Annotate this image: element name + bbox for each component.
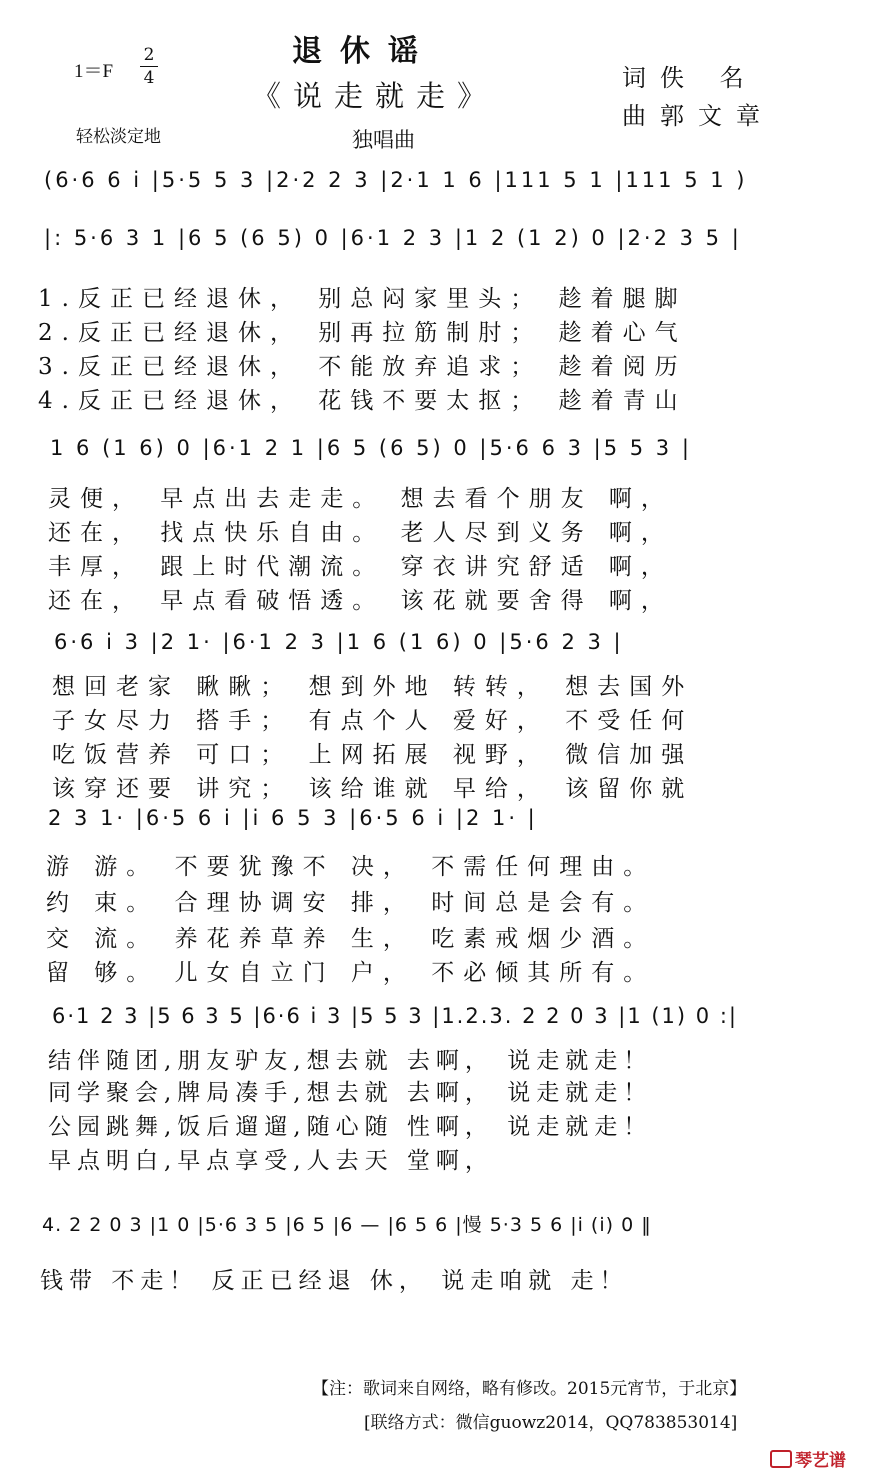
lyric-line: 早点明白,早点享受,人去天 堂啊， bbox=[48, 1148, 494, 1174]
lyric-line: 游 游。 不要犹豫不 决， 不需任何理由。 bbox=[46, 854, 656, 880]
lyric-line: 灵便， 早点出去走走。 想去看个朋友 啊， bbox=[48, 486, 673, 512]
key-signature: 1＝F bbox=[74, 61, 114, 82]
logo-text: 琴艺谱 bbox=[795, 1451, 846, 1471]
lyric-line: 2.反正已经退休， 别再拉筋制肘； 趁着心气 bbox=[38, 320, 687, 346]
time-signature-bottom: 4 bbox=[143, 68, 155, 88]
time-signature bbox=[140, 44, 158, 89]
score-genre: 独唱曲 bbox=[352, 128, 415, 152]
notation-line: (6·6 6 i̇ |5·5 5 3 |2·2 2 3 |2·1 1 6 |111 5 1 |111 5 1 ) bbox=[44, 168, 748, 192]
lyricist-credit: 词佚 名 bbox=[622, 64, 758, 92]
contact-info: [联络方式：微信guowz2014，QQ783853014] bbox=[364, 1413, 738, 1433]
composer-credit: 曲郭文章 bbox=[622, 102, 774, 130]
notation-line: 6·6 i̇ 3 |2 1· |6·1 2 3 |1 6 (1 6) 0 |5·6 2 3 | bbox=[54, 630, 624, 654]
lyric-line: 约 束。 合理协调安 排， 时间总是会有。 bbox=[46, 890, 656, 916]
logo-icon bbox=[770, 1450, 792, 1468]
lyric-line: 3.反正已经退休， 不能放弃追求； 趁着阅历 bbox=[38, 354, 687, 380]
notation-line: 6·1 2 3 |5 6 3 5 |6·6 i̇ 3 |5 5 3 |1.2.3. 2 2 0 3 |1 (1) 0 :| bbox=[52, 1004, 738, 1028]
tempo-marking: 轻松淡定地 bbox=[76, 127, 161, 147]
lyric-line: 丰厚， 跟上时代潮流。 穿衣讲究舒适 啊， bbox=[48, 554, 673, 580]
score-subtitle: 《说走就走》 bbox=[252, 79, 499, 113]
notation-line: 1 6 (1 6) 0 |6·1 2 1 |6 5 (6 5) 0 |5·6 6 3 |5 5 3 | bbox=[50, 436, 692, 460]
lyric-line: 想回老家 瞅瞅； 想到外地 转转， 想去国外 bbox=[52, 674, 694, 700]
editor-note: 【注：歌词来自网络，略有修改。2015元宵节，于北京】 bbox=[312, 1379, 747, 1399]
score-title: 退休谣 bbox=[292, 34, 436, 69]
time-signature-top: 2 bbox=[140, 44, 158, 67]
lyric-line: 公园跳舞,饭后遛遛,随心随 性啊， 说走就走！ bbox=[48, 1114, 653, 1140]
lyric-line: 该穿还要 讲究； 该给谁就 早给， 该留你就 bbox=[52, 776, 694, 802]
notation-line: 4. 2 2 0 3 |1 0 |5·6 3 5 |6 5 |6 — |6 5 6 |慢 5·3 5 6 |i̇ (i̇) 0 ‖ bbox=[42, 1214, 652, 1236]
lyric-line: 钱带 不走！ 反正已经退 休， 说走咱就 走！ bbox=[40, 1268, 629, 1294]
lyric-line: 交 流。 养花养草养 生， 吃素戒烟少酒。 bbox=[46, 926, 656, 952]
lyric-line: 1.反正已经退休， 别总闷家里头； 趁着腿脚 bbox=[38, 286, 687, 312]
lyric-line: 结伴随团,朋友驴友,想去就 去啊， 说走就走！ bbox=[48, 1048, 653, 1074]
notation-line: |: 5·6 3 1 |6 5 (6 5) 0 |6·1 2 3 |1 2 (1 2) 0 |2·2 3 5 | bbox=[44, 226, 742, 250]
lyric-line: 4.反正已经退休， 花钱不要太抠； 趁着青山 bbox=[38, 388, 687, 414]
lyric-line: 还在， 找点快乐自由。 老人尽到义务 啊， bbox=[48, 520, 673, 546]
lyric-line: 子女尽力 搭手； 有点个人 爱好， 不受任何 bbox=[52, 708, 694, 734]
notation-line: 2 3 1· |6·5 6 i̇ |i̇ 6 5 3 |6·5 6 i̇ |2 1· | bbox=[48, 806, 538, 830]
lyric-line: 同学聚会,牌局凑手,想去就 去啊， 说走就走！ bbox=[48, 1080, 653, 1106]
lyric-line: 吃饭营养 可口； 上网拓展 视野， 微信加强 bbox=[52, 742, 694, 768]
lyric-line: 还在， 早点看破悟透。 该花就要舍得 啊， bbox=[48, 588, 673, 614]
lyric-line: 留 够。 儿女自立门 户， 不必倾其所有。 bbox=[46, 960, 656, 986]
site-logo bbox=[770, 1446, 846, 1471]
